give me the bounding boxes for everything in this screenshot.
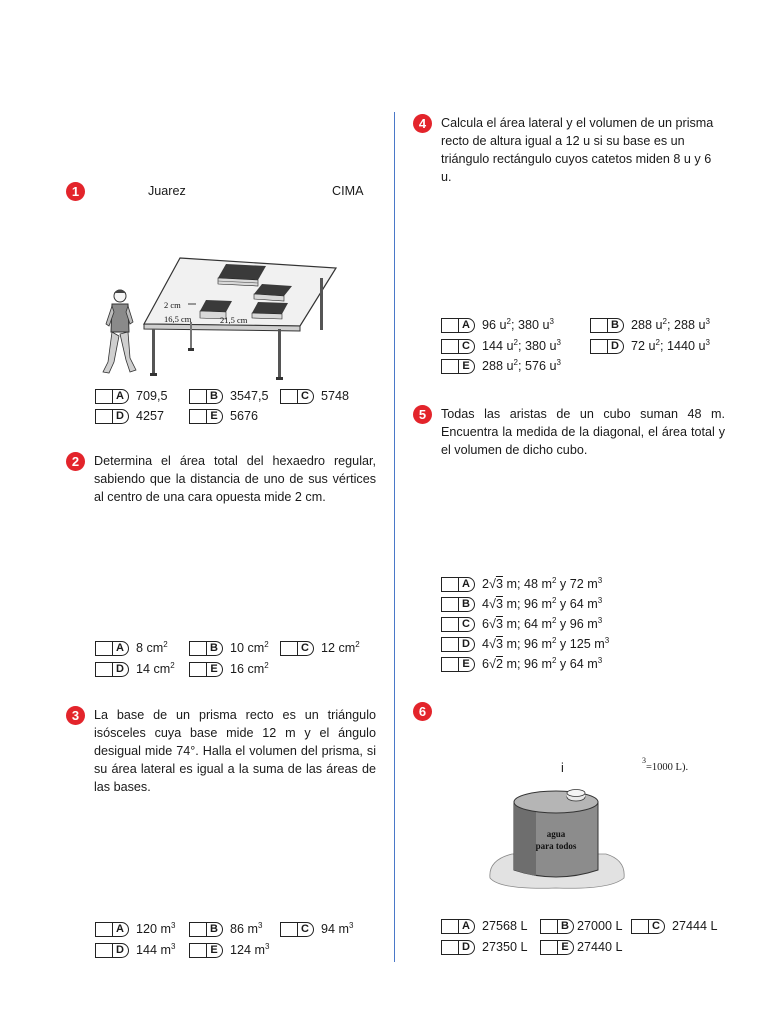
option-value: 709,5 [136, 389, 168, 403]
option-value: 5748 [321, 389, 350, 403]
q6-option-e[interactable] [540, 938, 623, 956]
option-letter: D [112, 662, 129, 677]
option-value: 288 $u^2$; 576 $u^3$ [482, 357, 561, 373]
option-letter: A [458, 318, 475, 333]
option-value: 16 $cm^2$ [230, 660, 269, 676]
person-figure [103, 290, 136, 374]
option-value: 3547,5 [230, 389, 269, 403]
option-letter: A [112, 922, 129, 937]
tank-label-line2: para todos [535, 841, 577, 851]
dim-length-label: 21,5 cm [220, 315, 248, 325]
q6-option-d[interactable] [441, 938, 528, 956]
option-letter: B [557, 919, 574, 934]
q5-text: Todas las aristas de un cubo suman 48 m. Encuentra la medida de la diagonal, el área total y el volumen de dicho cubo. [441, 407, 725, 457]
question-number-1: 1 [66, 182, 85, 201]
option-letter: E [557, 940, 574, 955]
q1-option-c[interactable] [280, 387, 349, 405]
option-letter: B [607, 318, 624, 333]
table-with-books-illustration [92, 252, 342, 382]
q3-option-e[interactable] [189, 941, 269, 959]
option-letter: C [297, 922, 314, 937]
q3-option-d[interactable] [95, 941, 175, 959]
q6-option-c[interactable] [631, 917, 718, 935]
option-letter: D [458, 637, 475, 652]
option-letter: A [458, 919, 475, 934]
option-value: 86 $m^3$ [230, 920, 263, 936]
option-value: 14 $cm^2$ [136, 660, 175, 676]
q2-text: Determina el área total del hexaedro regular, sabiendo que la distancia de uno de sus vértices al centro de una cara opuesta mide 2 cm. [94, 454, 376, 504]
q6-fragment-text: =1000 L). [646, 762, 689, 773]
q1-option-a[interactable] [95, 387, 168, 405]
option-value: 8 $cm^2$ [136, 639, 168, 655]
option-value: 144 $m^3$ [136, 941, 176, 957]
dim-width-label: 16,5 cm [164, 314, 192, 324]
option-letter: D [112, 409, 129, 424]
option-value: 27000 L [577, 919, 623, 933]
q3-option-c[interactable] [280, 920, 353, 938]
q4-option-e[interactable] [441, 357, 561, 375]
q1-header-right: CIMA [332, 184, 364, 198]
option-value: 27568 L [482, 919, 528, 933]
tank-label-line1: agua [546, 829, 566, 839]
q3-text: La base de un prisma recto es un triángulo isósceles cuya base mide 12 m y el ángulo desigual mide 74°. Halla el volumen del prisma, si su área lateral es igual a la suma de las áreas de las bases. [94, 708, 376, 794]
option-letter: C [297, 641, 314, 656]
option-letter: C [648, 919, 665, 934]
option-letter: E [206, 409, 223, 424]
q6-fragment-i: i [561, 761, 564, 775]
q6-option-b[interactable] [540, 917, 623, 935]
question-number-6: 6 [413, 702, 432, 721]
option-value: 288 $u^2$; 288 $u^3$ [631, 316, 710, 332]
q4-text: Calcula el área lateral y el volumen de un prisma recto de altura igual a 12 u si su base es un triángulo rectángulo cuyos catetos miden 8 u y 6 u. [441, 116, 714, 184]
option-letter: C [458, 339, 475, 354]
option-letter: A [458, 577, 475, 592]
q4-option-b[interactable] [590, 316, 710, 334]
water-tank-illustration [486, 784, 628, 894]
option-letter: D [458, 940, 475, 955]
option-value: 124 $m^3$ [230, 941, 270, 957]
option-value: 6√2 m; 96 $m^2$ y 64 $m^3$ [482, 655, 603, 671]
option-value: 2√3 m; 48 $m^2$ y 72 $m^3$ [482, 575, 603, 591]
option-value: 27350 L [482, 940, 528, 954]
option-value: 6√3 m; 64 $m^2$ y 96 $m^3$ [482, 615, 603, 631]
option-value: 4257 [136, 409, 165, 423]
q2-option-b[interactable] [189, 639, 269, 657]
q4-option-a[interactable] [441, 316, 554, 334]
q5-option-e[interactable] [441, 655, 602, 673]
option-letter: C [458, 617, 475, 632]
column-divider [394, 112, 395, 962]
option-value: 72 $u^2$; 1440 $u^3$ [631, 337, 710, 353]
q5-option-b[interactable] [441, 595, 602, 613]
option-value: 144 $u^2$; 380 $u^3$ [482, 337, 561, 353]
q2-option-e[interactable] [189, 660, 269, 678]
option-letter: E [206, 662, 223, 677]
option-letter: C [297, 389, 314, 404]
option-letter: E [458, 657, 475, 672]
option-value: 10 $cm^2$ [230, 639, 269, 655]
q1-option-b[interactable] [189, 387, 269, 405]
option-letter: E [458, 359, 475, 374]
question-number-2: 2 [66, 452, 85, 471]
question-number-3: 3 [66, 706, 85, 725]
q4-option-d[interactable] [590, 337, 710, 355]
option-value: 12 $cm^2$ [321, 639, 360, 655]
option-value: 96 $u^2$; 380 $u^3$ [482, 316, 554, 332]
option-value: 4√3 m; 96 $m^2$ y 64 $m^3$ [482, 595, 603, 611]
option-letter: B [206, 641, 223, 656]
option-letter: D [607, 339, 624, 354]
option-value: 94 $m^3$ [321, 920, 354, 936]
q3-option-a[interactable] [95, 920, 175, 938]
q2-option-a[interactable] [95, 639, 168, 657]
q5-option-d[interactable] [441, 635, 609, 653]
question-number-5: 5 [413, 405, 432, 424]
dim-height-label: 2 cm [164, 300, 181, 310]
option-letter: A [112, 641, 129, 656]
option-letter: B [206, 389, 223, 404]
option-letter: E [206, 943, 223, 958]
q5-option-c[interactable] [441, 615, 602, 633]
q2-option-d[interactable] [95, 660, 175, 678]
q5-option-a[interactable] [441, 575, 602, 593]
option-letter: A [112, 389, 129, 404]
option-value: 5676 [230, 409, 259, 423]
q1-option-e[interactable] [189, 407, 258, 425]
q1-option-d[interactable] [95, 407, 164, 425]
option-letter: B [206, 922, 223, 937]
q4-option-c[interactable] [441, 337, 561, 355]
option-letter: B [458, 597, 475, 612]
option-value: 120 $m^3$ [136, 920, 176, 936]
option-value: 27444 L [672, 919, 718, 933]
option-letter: D [112, 943, 129, 958]
option-value: 4√3 m; 96 $m^2$ y 125 $m^3$ [482, 635, 610, 651]
option-value: 27440 L [577, 940, 623, 954]
q6-fragment-sup: 3 [642, 756, 646, 765]
question-number-4: 4 [413, 114, 432, 133]
q1-header-left: Juarez [148, 184, 186, 198]
q2-option-c[interactable] [280, 639, 360, 657]
q6-option-a[interactable] [441, 917, 528, 935]
q3-option-b[interactable] [189, 920, 262, 938]
